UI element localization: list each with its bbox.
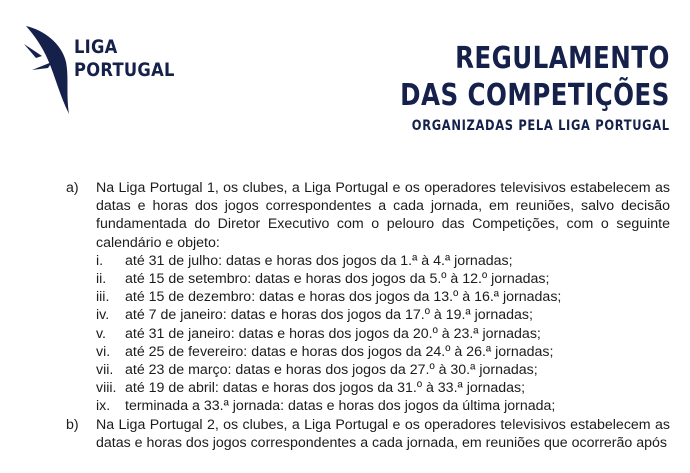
list-item-text: até 31 de janeiro: datas e horas dos jogos da 20.º à 23.ª jornadas; <box>125 325 541 342</box>
list-item-text: até 25 de fevereiro: datas e horas dos jogos da 24.º à 26.ª jornadas; <box>125 343 554 360</box>
header-title-line-2: DAS COMPETIÇÕES <box>400 78 670 113</box>
list-item-number: vi. <box>96 343 111 360</box>
list-item <box>66 397 670 415</box>
paragraph-text: Na Liga Portugal 1, os clubes, a Liga Portugal e os operadores televisivos estabelecem as datas e horas dos jogos correspondentes a cada jornada, em reuniões, salvo decisão fundamentada do Diretor Executivo com o pelouro das Competições, com o seguinte calendário e objeto: <box>96 180 670 251</box>
list-item-number: i. <box>96 252 104 269</box>
list-item-text: até 23 de março: datas e horas dos jogos da 27.º à 30.ª jornadas; <box>125 362 538 379</box>
document-header <box>341 40 670 136</box>
list-item <box>66 343 670 361</box>
logo-line-2: PORTUGAL <box>74 59 175 81</box>
list-item <box>66 288 670 306</box>
header-title-line-1: REGULAMENTO <box>455 41 670 76</box>
paragraph-marker: a) <box>66 180 79 196</box>
liga-portugal-emblem-icon <box>22 22 82 117</box>
paragraph-text: Na Liga Portugal 2, os clubes, a Liga Portugal e os operadores televisivos estabelecem as datas e horas dos jogos correspondentes a cada jornada, em reuniões que ocorrerão após <box>96 416 670 451</box>
list-item-number: ii. <box>96 271 107 288</box>
list-item <box>66 252 670 270</box>
paragraph-a <box>66 179 670 252</box>
list-item <box>66 325 670 343</box>
list-item-text: até 7 de janeiro: datas e horas dos jogos da 17.º à 19.ª jornadas; <box>125 307 533 324</box>
list-item-number: iv. <box>96 307 110 324</box>
logo-line-1: LIGA <box>74 36 118 58</box>
liga-portugal-logo <box>22 22 175 117</box>
header-subtitle: ORGANIZADAS PELA LIGA PORTUGAL <box>412 118 670 134</box>
list-item-number: v. <box>96 325 106 342</box>
schedule-list <box>66 252 670 416</box>
list-item-text: terminada a 33.ª jornada: datas e horas dos jogos da última jornada; <box>125 398 556 415</box>
list-item-number: viii. <box>96 380 117 397</box>
list-item-text: até 15 de setembro: datas e horas dos jogos da 5.º à 12.º jornadas; <box>125 271 550 288</box>
document-body <box>66 179 670 452</box>
list-item-number: iii. <box>96 289 110 306</box>
list-item-number: vii. <box>96 362 114 379</box>
logo-wordmark <box>74 36 175 82</box>
paragraph-marker: b) <box>66 416 79 433</box>
list-item-text: até 31 de julho: datas e horas dos jogos da 1.ª à 4.ª jornadas; <box>125 252 513 269</box>
list-item <box>66 270 670 288</box>
list-item <box>66 379 670 397</box>
list-item-number: ix. <box>96 398 111 415</box>
paragraph-b <box>66 416 670 452</box>
list-item-text: até 15 de dezembro: datas e horas dos jogos da 13.º à 16.ª jornadas; <box>125 289 562 306</box>
list-item <box>66 306 670 324</box>
list-item <box>66 361 670 379</box>
list-item-text: até 19 de abril: datas e horas dos jogos da 31.º à 33.ª jornadas; <box>125 380 526 397</box>
